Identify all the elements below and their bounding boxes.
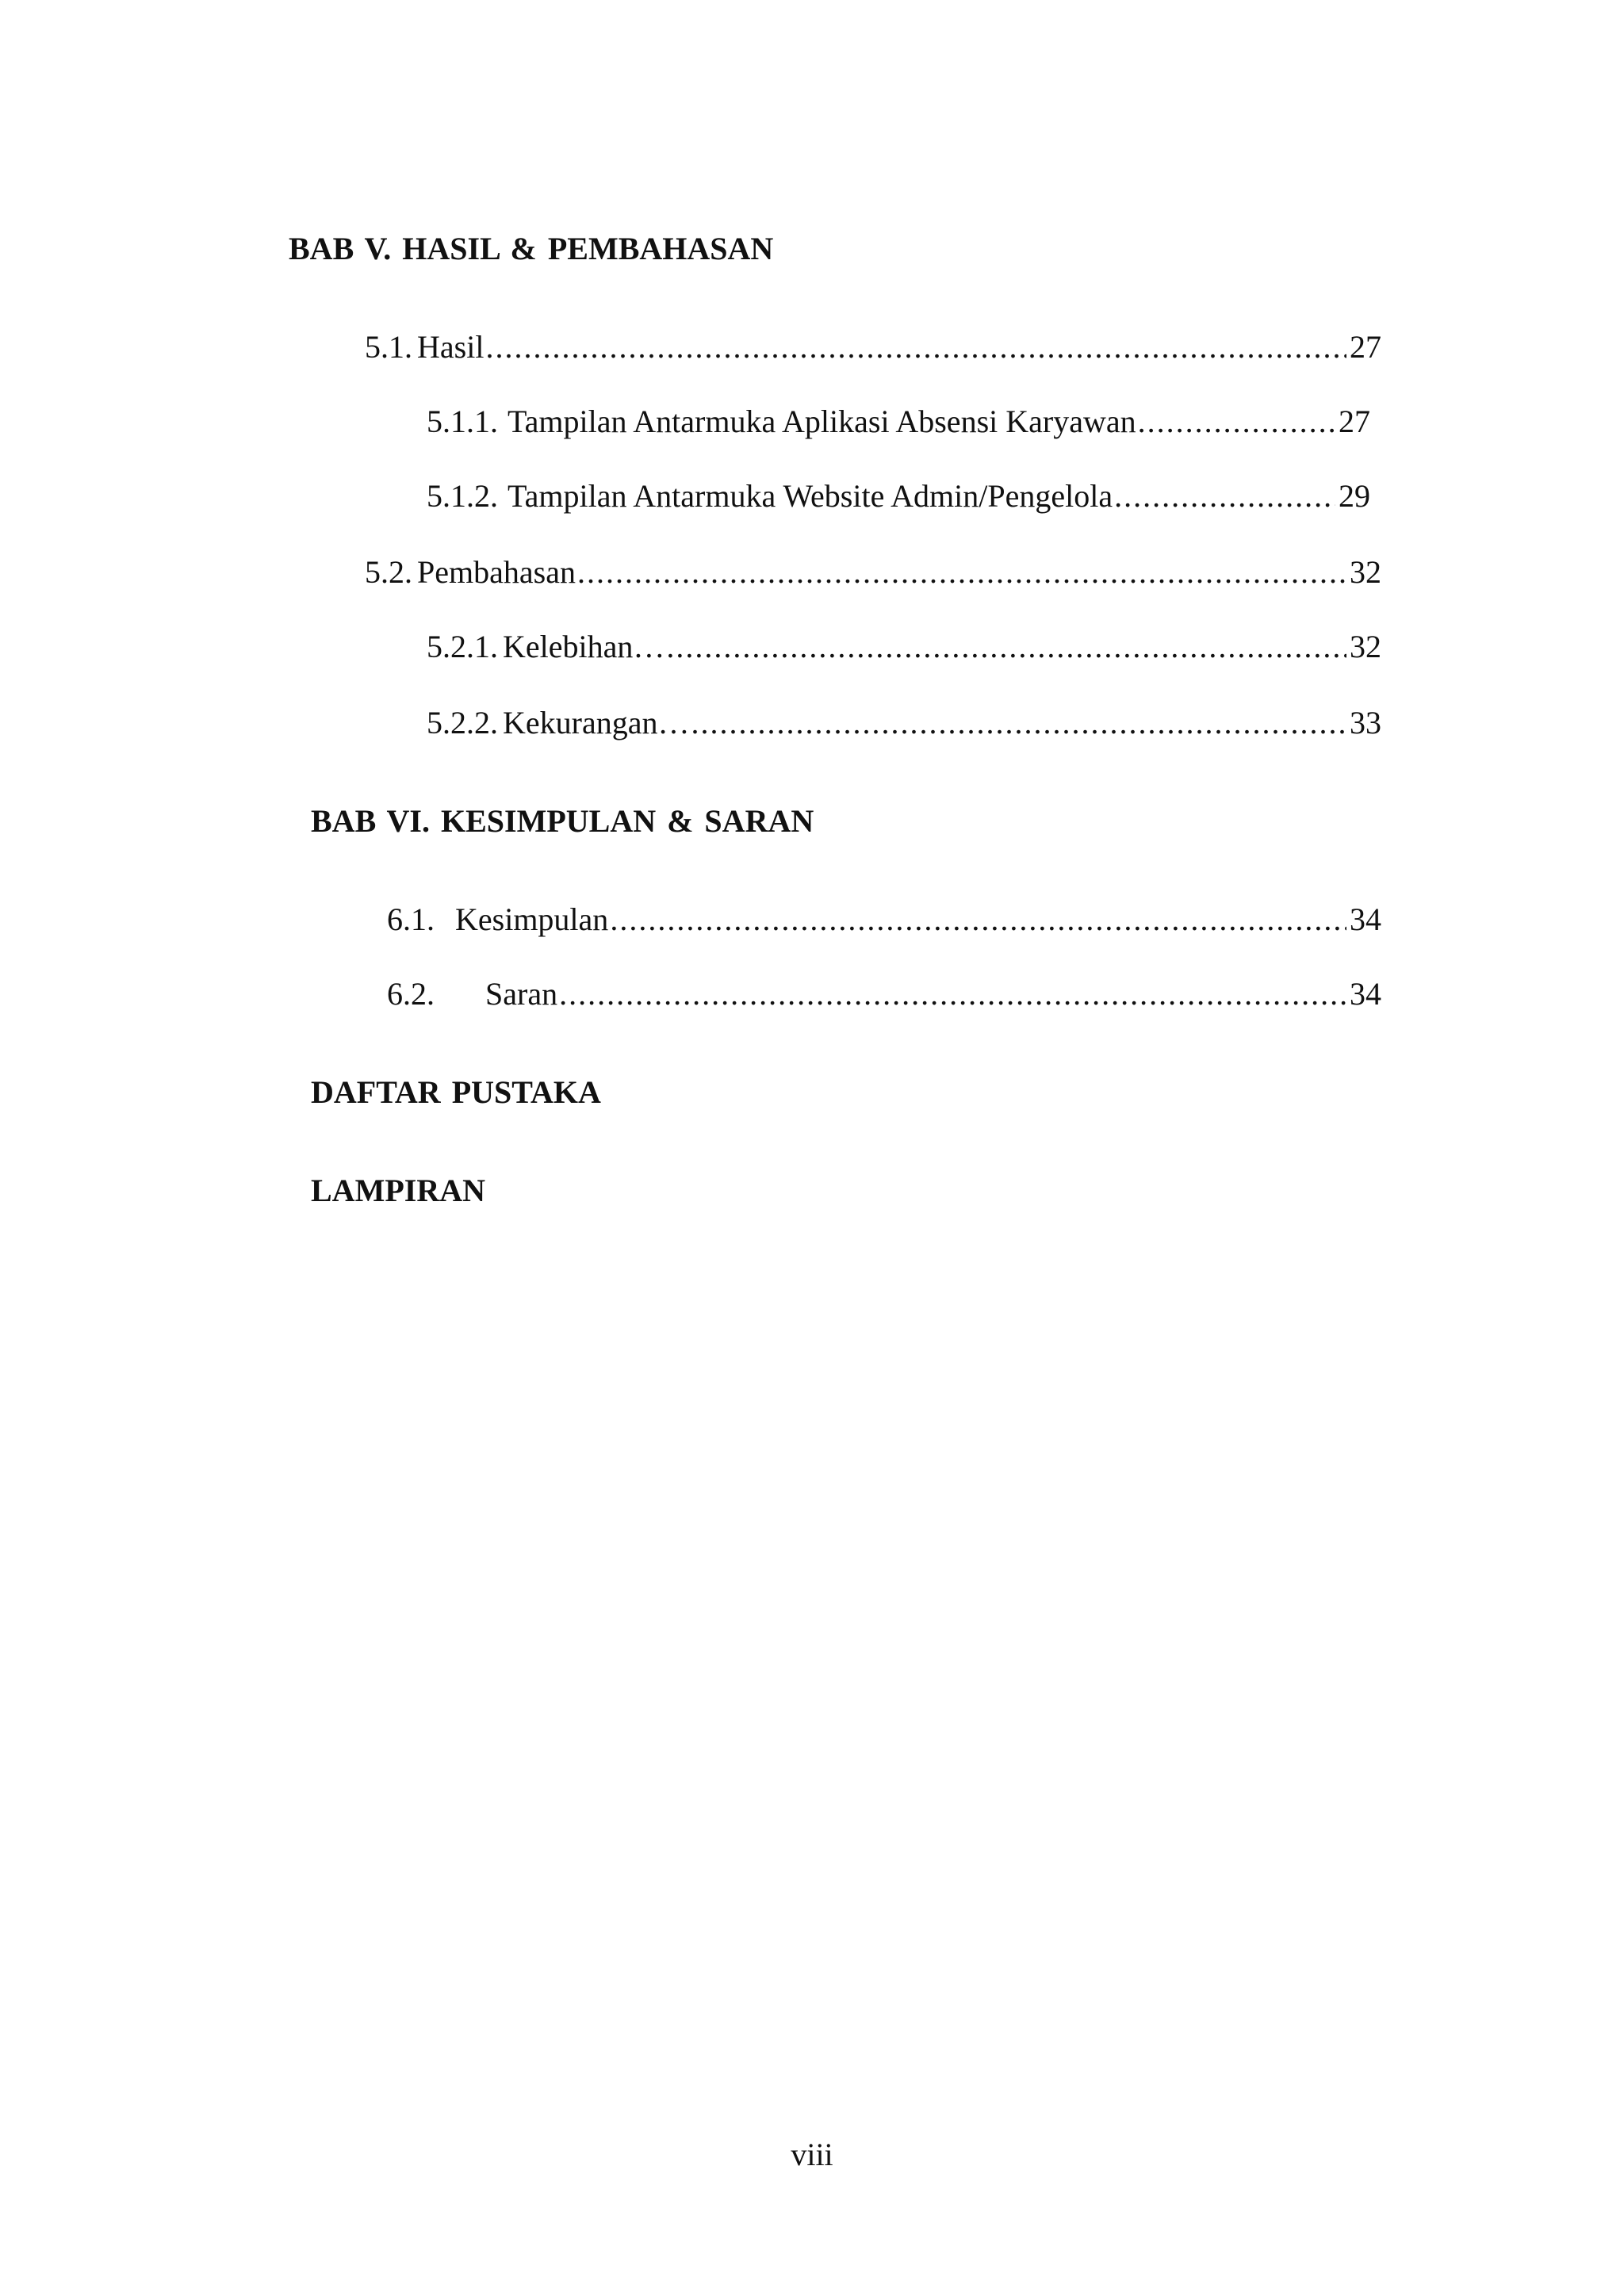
toc-entry-5-1-2 <box>427 477 1370 515</box>
toc-entry-5-2-1 <box>427 628 1381 666</box>
toc-entry-page: 34 <box>1350 976 1381 1012</box>
toc-entry-page: 29 <box>1339 478 1370 514</box>
toc-entry-number: 5.2.2. <box>427 705 498 740</box>
toc-entry-title: Kekurangan… <box>503 705 690 740</box>
toc-entry-title: Pembahasan <box>417 554 576 590</box>
toc-entry-title: Saran <box>485 976 558 1012</box>
dot-leader <box>559 975 1346 1013</box>
page-number: viii <box>791 2137 833 2172</box>
toc-entry-6-2 <box>387 975 1381 1013</box>
toc-entry-page: 27 <box>1350 329 1381 365</box>
toc-entry-title: Hasil <box>417 329 485 365</box>
toc-entry-number: 5.2. <box>365 554 412 590</box>
toc-entry-number: 6.1. <box>387 901 435 937</box>
toc-entry-title: Kesimpulan <box>455 901 609 937</box>
toc-entry-page: 27 <box>1339 404 1370 439</box>
dot-leader <box>691 704 1346 742</box>
toc-entry-5-1-1 <box>427 403 1370 441</box>
dot-leader <box>666 628 1346 666</box>
heading-daftar-pustaka: DAFTAR PUSTAKA <box>311 1074 601 1110</box>
dot-leader <box>485 328 1346 366</box>
toc-entry-title: Kelebihan… <box>503 629 665 664</box>
toc-entry-page: 34 <box>1350 901 1381 937</box>
toc-entry-number: 5.2.1. <box>427 629 498 664</box>
dot-leader <box>1138 403 1335 441</box>
chapter-heading-bab6: BAB VI. KESIMPULAN & SARAN <box>311 803 814 839</box>
toc-entry-number: 5.1.2. <box>427 478 498 514</box>
toc-entry-number: 5.1.1. <box>427 404 498 439</box>
toc-entry-5-2-2 <box>427 704 1381 742</box>
toc-entry-page: 32 <box>1350 629 1381 664</box>
toc-entry-number: 6.2. <box>387 976 435 1012</box>
toc-entry-5-1 <box>365 328 1381 366</box>
toc-entry-number: 5.1. <box>365 329 412 365</box>
toc-entry-6-1 <box>387 901 1381 939</box>
dot-leader <box>610 901 1346 939</box>
toc-entry-5-2 <box>365 553 1381 591</box>
dot-leader <box>1114 477 1335 515</box>
toc-entry-title: Tampilan Antarmuka Website Admin/Pengelola <box>508 478 1113 514</box>
dot-leader <box>577 553 1346 591</box>
toc-entry-title: Tampilan Antarmuka Aplikasi Absensi Karyawan <box>508 404 1136 439</box>
toc-entry-page: 33 <box>1350 705 1381 740</box>
toc-entry-page: 32 <box>1350 554 1381 590</box>
chapter-heading-bab5: BAB V. HASIL & PEMBAHASAN <box>289 231 774 266</box>
heading-lampiran: LAMPIRAN <box>311 1173 485 1208</box>
